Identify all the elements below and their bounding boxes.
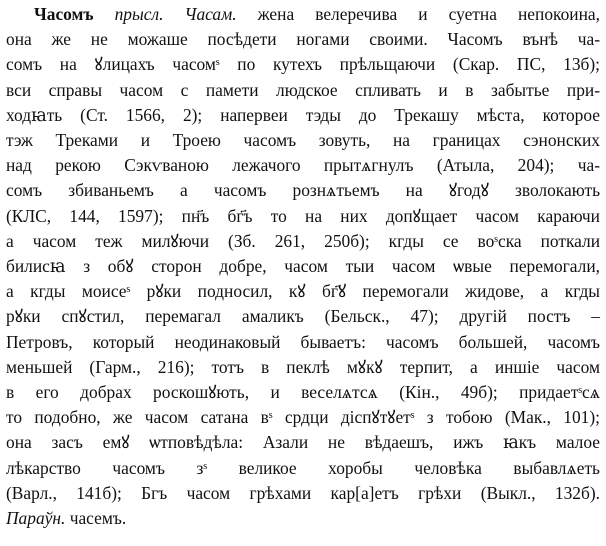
compare-word: часемъ. xyxy=(69,508,127,529)
entry-line-17: то подобно, же часом сатана вˢ срдци діспꙋтꙋетˢ з тобою (Мак., 101); xyxy=(6,407,600,428)
entry-line-18: она засъ емꙋ ѡтповѣдѣла: Азали не вѣдаешъ, ижъ ꙗкъ малое xyxy=(6,432,600,453)
entry-line-11: билисꙗ з обꙋ сторон добре, часом тыи часом ѡвые перемогали, xyxy=(6,256,600,277)
entry-line-10: а часом теж милꙋючи (Зб. 261, 250б); кгды се воˢска поткали xyxy=(6,230,600,251)
entry-line-6: тэж Треками и Троею часомъ зовуть, на границах сэнонских xyxy=(6,130,600,151)
entry-line-19: лѣкарство часомъ зˢ великое хоробы человѣка выбавлѧеть xyxy=(6,457,600,478)
entry-line-1 xyxy=(6,2,600,27)
entry-line-15: меньшей (Гарм., 216); тотъ в пеклѣ мꙋкꙋ терпит, а иншіе часом xyxy=(6,356,600,377)
entry-line-8: сомъ збиваньемъ а часомъ рознѧтьемъ на ꙋгодꙋ зволокають xyxy=(6,180,600,201)
entry-line-12: а кгды моисеˢ рꙋки подносил, кꙋ бг҃ꙋ перемогали жидове, а кгды xyxy=(6,281,600,302)
grammar-label: прысл. xyxy=(114,4,164,24)
entry-line-5: ходꙗть (Ст. 1566, 2); напервеи тэды до Трекашу мѣста, которое xyxy=(6,104,600,125)
dictionary-entry xyxy=(6,2,600,531)
entry-line-16: в его добрах роскошꙋють, и веселѧтсѧ (Кін., 49б); придаетˢсѧ xyxy=(6,382,600,403)
entry-line-9: (КЛС, 144, 1597); пн҃ъ бг҃ъ то на них допꙋщает часом караючи xyxy=(6,205,600,226)
entry-line-4: вси справы часом с памети людское спливать и в забытье при- xyxy=(6,79,600,100)
variant-form: Часам. xyxy=(184,4,237,24)
entry-line-2: она же не можаше посѣдети ногами своими. Часомъ вънѣ ча- xyxy=(6,29,600,50)
entry-line-21 xyxy=(6,506,600,531)
entry-line-14: Петровъ, который неодинаковый бываетъ: часомъ большей, часомъ xyxy=(6,331,600,352)
entry-line-20: (Варл., 141б); Бгъ часом грѣхами кар[а]етъ грѣхи (Выкл., 132б). xyxy=(6,482,600,503)
compare-label: Параўн. xyxy=(6,508,66,529)
entry-text-line: жена велеречива и суетна непокоина, xyxy=(257,4,600,24)
headword: Часомъ xyxy=(34,4,94,24)
entry-line-3: сомъ на ꙋлицахъ часомˢ по кутехъ прѣльщаючи (Скар. ПС, 13б); xyxy=(6,54,600,75)
entry-line-13: рꙋки спꙋстил, перемагал амаликъ (Бельск., 47); другій постъ – xyxy=(6,306,600,327)
entry-line-7: над рекою Сэкѵваною лежачого прытѧгнулъ (Атыла, 204); ча- xyxy=(6,155,600,176)
